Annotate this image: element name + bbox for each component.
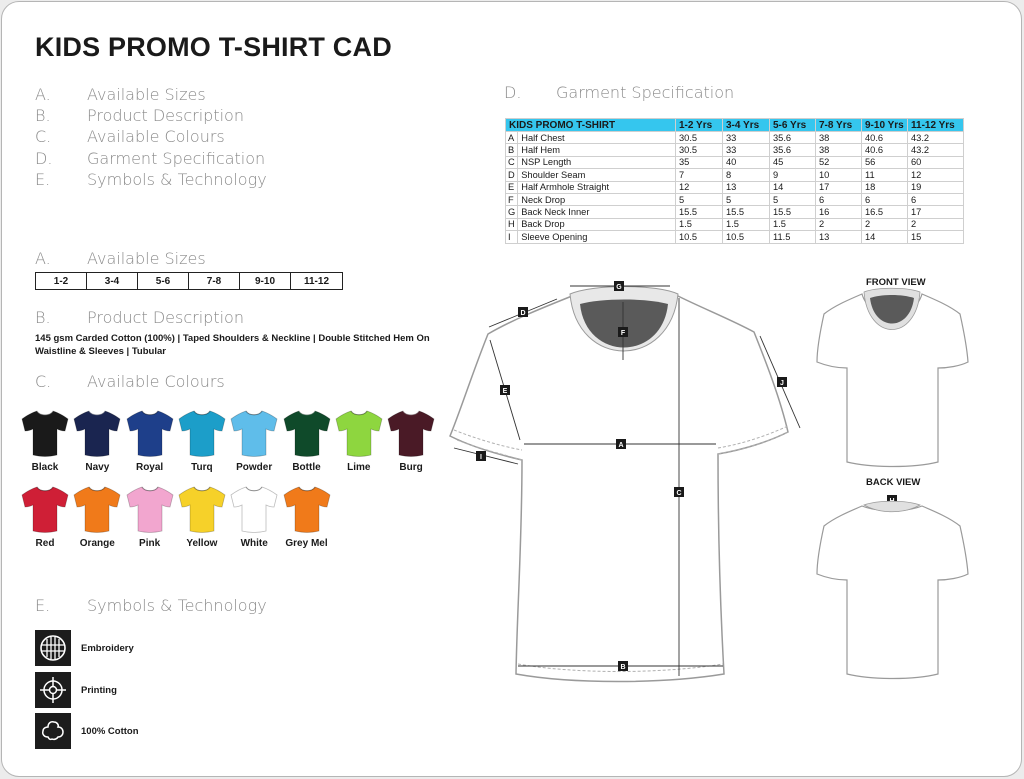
spec-value: 5 xyxy=(676,193,723,205)
colour-name: Powder xyxy=(236,462,273,473)
spec-value: 5 xyxy=(770,193,816,205)
spec-value: 38 xyxy=(816,144,862,156)
spec-value: 10 xyxy=(816,169,862,181)
measurement-marker xyxy=(518,307,528,317)
colour-name: Turq xyxy=(191,462,213,473)
spec-value: 13 xyxy=(723,181,770,193)
spec-value: 10.5 xyxy=(723,231,770,243)
spec-key: B xyxy=(506,144,518,156)
spec-value: 35.6 xyxy=(770,132,816,144)
spec-value: 15.5 xyxy=(676,206,723,218)
colour-name: Yellow xyxy=(186,538,218,549)
svg-text:F: F xyxy=(620,330,626,337)
spec-key: G xyxy=(506,206,518,218)
measurement-marker xyxy=(500,385,510,395)
measurement-marker xyxy=(614,281,624,291)
svg-text:I: I xyxy=(480,454,482,461)
spec-value: 6 xyxy=(816,193,862,205)
spec-value: 18 xyxy=(862,181,908,193)
colour-name: Burg xyxy=(399,462,423,473)
spec-value: 1.5 xyxy=(770,218,816,230)
spec-value: 43.2 xyxy=(908,132,964,144)
main-tshirt-drawing xyxy=(450,286,800,682)
cad-sheet xyxy=(1,1,1022,777)
colour-name: White xyxy=(240,538,268,549)
back-view-drawing xyxy=(817,501,968,678)
spec-value: 35.6 xyxy=(770,144,816,156)
colour-name: Bottle xyxy=(292,462,321,473)
spec-value: 6 xyxy=(862,193,908,205)
spec-value: 14 xyxy=(770,181,816,193)
spec-value: 16 xyxy=(816,206,862,218)
measurement-marker xyxy=(618,327,628,337)
toc-item: A. Available Sizes xyxy=(35,85,206,105)
spec-value: 19 xyxy=(908,181,964,193)
spec-measure-name: Half Hem xyxy=(518,144,676,156)
size-cell: 3-4 xyxy=(87,273,138,289)
toc-item: B. Product Description xyxy=(35,106,244,126)
svg-text:J: J xyxy=(780,380,784,387)
colour-name: Red xyxy=(35,538,55,549)
svg-text:C: C xyxy=(676,490,682,497)
toc-item: E. Symbols & Technology xyxy=(35,169,267,189)
spec-value: 33 xyxy=(723,144,770,156)
spec-value: 40.6 xyxy=(862,132,908,144)
spec-header-row: KIDS PROMO T-SHIRT 1-2 Yrs 3-4 Yrs 5-6 Yrs 7-8 Yrs 9-10 Yrs 11-12 Yrs xyxy=(506,119,964,132)
spec-measure-name: Sleeve Opening xyxy=(518,231,676,243)
spec-value: 45 xyxy=(770,156,816,168)
spec-value: 1.5 xyxy=(676,218,723,230)
toc-item: D. Garment Specification xyxy=(35,148,266,168)
colour-name: Royal xyxy=(135,462,164,473)
svg-text:G: G xyxy=(616,284,622,291)
spec-value: 16.5 xyxy=(862,206,908,218)
front-view-label: FRONT VIEW xyxy=(866,277,926,288)
spec-measure-name: Half Chest xyxy=(518,132,676,144)
spec-value: 5 xyxy=(723,193,770,205)
spec-value: 12 xyxy=(676,181,723,193)
svg-text:E: E xyxy=(502,388,508,395)
measurement-marker xyxy=(674,487,684,497)
spec-value: 11.5 xyxy=(770,231,816,243)
product-description: 145 gsm Carded Cotton (100%) | Taped Shoulders & Neckline | Double Stitched Hem On Waistline & Sleeves | Tubular xyxy=(35,333,430,357)
front-view-drawing xyxy=(817,288,968,466)
spec-value: 13 xyxy=(816,231,862,243)
colour-name: Black xyxy=(31,462,59,473)
spec-heading: D. Garment Specification xyxy=(504,83,735,102)
spec-measure-name: Back Drop xyxy=(518,218,676,230)
spec-value: 10.5 xyxy=(676,231,723,243)
spec-value: 40 xyxy=(723,156,770,168)
spec-value: 15.5 xyxy=(723,206,770,218)
spec-value: 2 xyxy=(862,218,908,230)
colour-name: Pink xyxy=(139,538,161,549)
spec-value: 52 xyxy=(816,156,862,168)
spec-value: 7 xyxy=(676,169,723,181)
measurement-marker xyxy=(618,661,628,671)
size-cell: 1-2 xyxy=(36,273,87,289)
colour-name: Grey Mel xyxy=(285,538,328,549)
colour-name: Navy xyxy=(85,462,110,473)
spec-value: 6 xyxy=(908,193,964,205)
measurement-marker xyxy=(777,377,787,387)
back-view-label: BACK VIEW xyxy=(866,477,921,488)
spec-measure-name: Back Neck Inner xyxy=(518,206,676,218)
spec-key: H xyxy=(506,218,518,230)
colour-name: Lime xyxy=(347,462,371,473)
symbol-embroidery: Embroidery xyxy=(35,630,134,666)
symbols-heading: E. Symbols & Technology xyxy=(35,596,267,615)
spec-key: D xyxy=(506,169,518,181)
spec-value: 12 xyxy=(908,169,964,181)
spec-measure-name: NSP Length xyxy=(518,156,676,168)
spec-value: 60 xyxy=(908,156,964,168)
size-cell: 11-12 xyxy=(303,275,330,287)
sizes-heading: A. Available Sizes xyxy=(35,249,206,268)
spec-value: 43.2 xyxy=(908,144,964,156)
spec-key: C xyxy=(506,156,518,168)
spec-value: 2 xyxy=(816,218,862,230)
svg-text:B: B xyxy=(620,664,626,671)
measurement-marker xyxy=(476,451,486,461)
description-heading: B. Product Description xyxy=(35,308,244,327)
spec-measure-name: Shoulder Seam xyxy=(518,169,676,181)
symbol-cotton: 100% Cotton xyxy=(35,713,139,749)
spec-value: 40.6 xyxy=(862,144,908,156)
spec-value: 30.5 xyxy=(676,144,723,156)
spec-value: 56 xyxy=(862,156,908,168)
spec-measure-name: Neck Drop xyxy=(518,193,676,205)
spec-value: 38 xyxy=(816,132,862,144)
spec-value: 15.5 xyxy=(770,206,816,218)
spec-measure-name: Half Armhole Straight xyxy=(518,181,676,193)
page-title: KIDS PROMO T-SHIRT CAD xyxy=(35,32,392,62)
spec-value: 30.5 xyxy=(676,132,723,144)
spec-value: 11 xyxy=(862,169,908,181)
spec-value: 1.5 xyxy=(723,218,770,230)
spec-value: 9 xyxy=(770,169,816,181)
size-cell: 9-10 xyxy=(240,273,291,289)
size-cell: 5-6 xyxy=(138,273,189,289)
spec-value: 35 xyxy=(676,156,723,168)
symbol-printing: Printing xyxy=(35,672,117,708)
spec-value: 8 xyxy=(723,169,770,181)
garment-diagram xyxy=(2,2,1022,777)
spec-key: A xyxy=(506,132,518,144)
size-cell: 7-8 xyxy=(189,273,240,289)
colours-heading: C. Available Colours xyxy=(35,372,225,391)
spec-key: F xyxy=(506,193,518,205)
toc-item: C. Available Colours xyxy=(35,127,225,147)
svg-text:A: A xyxy=(618,442,624,449)
spec-value: 17 xyxy=(908,206,964,218)
spec-value: 14 xyxy=(862,231,908,243)
spec-key: I xyxy=(506,231,518,243)
spec-value: 33 xyxy=(723,132,770,144)
spec-value: 17 xyxy=(816,181,862,193)
spec-key: E xyxy=(506,181,518,193)
svg-text:D: D xyxy=(520,310,526,317)
colour-name: Orange xyxy=(79,538,115,549)
spec-value: 2 xyxy=(908,218,964,230)
spec-value: 15 xyxy=(908,231,964,243)
measurement-marker xyxy=(616,439,626,449)
